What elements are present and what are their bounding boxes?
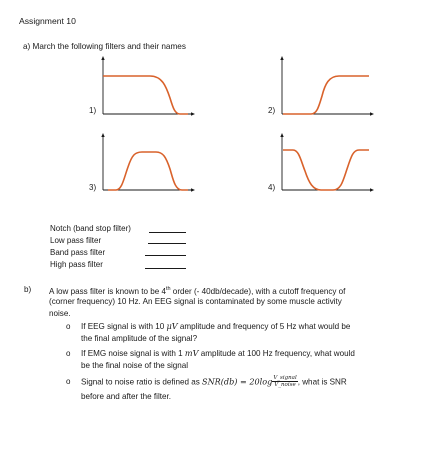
snr-numerator: V_signal xyxy=(273,375,297,381)
sub-question-1-line-2: the final amplitude of the signal? xyxy=(81,334,198,343)
sub-question-3-line-2: before and after the filter. xyxy=(81,392,171,401)
answer-blank-band-pass[interactable] xyxy=(145,255,186,256)
plot-label-1: 1) xyxy=(89,106,97,115)
assignment-title: Assignment 10 xyxy=(19,16,76,26)
sq2-unit: mV xyxy=(184,348,199,358)
sub-question-2 xyxy=(81,348,355,360)
sq2-post: amplitude at 100 Hz frequency, what would xyxy=(198,349,355,358)
filter-plot-4 xyxy=(279,133,374,193)
sq3-post: , what is SNR xyxy=(297,377,347,387)
sq1-post: amplitude and frequency of 5 Hz what would be xyxy=(177,322,351,331)
question-b-label: b) xyxy=(24,285,32,294)
filter-name-notch: Notch (band stop filter) xyxy=(50,224,131,233)
filter-name-high-pass: High pass filter xyxy=(50,260,103,269)
answer-blank-high-pass[interactable] xyxy=(145,268,186,269)
filter-name-band-pass: Band pass filter xyxy=(50,248,106,257)
snr-formula: SNR(db) = 20log xyxy=(202,376,273,387)
q-b-line1-rest: order (- 40db/decade), with a cutoff frequency of xyxy=(170,287,346,296)
sub-question-3 xyxy=(81,376,347,389)
sub-question-2-line-2: be the final noise of the signal xyxy=(81,361,189,370)
plot-label-4: 4) xyxy=(268,183,276,192)
bullet-marker-1: o xyxy=(66,322,71,331)
filter-name-low-pass: Low pass filter xyxy=(50,236,102,245)
snr-denominator: V_noise xyxy=(274,382,296,388)
filter-plot-2 xyxy=(279,56,374,118)
plot-label-3: 3) xyxy=(89,183,97,192)
q-b-line1-text: A low pass filter is known to be 4 xyxy=(49,287,166,296)
sq3-pre: Signal to noise ratio is defined as xyxy=(81,377,203,387)
plot-label-2: 2) xyxy=(268,106,276,115)
snr-fraction xyxy=(272,375,297,388)
answer-blank-notch[interactable] xyxy=(149,232,186,233)
sub-question-1 xyxy=(81,321,350,333)
ordinal-suffix: th xyxy=(165,286,171,292)
sq2-pre: If EMG noise signal is with 1 xyxy=(81,349,185,358)
filter-plot-3 xyxy=(100,133,195,193)
question-a-prompt: a) March the following filters and their names xyxy=(23,42,186,51)
filter-plot-1 xyxy=(100,56,195,118)
bullet-marker-3: o xyxy=(66,377,71,386)
question-b-line-3: noise. xyxy=(49,309,71,318)
question-b-line-2: (corner frequency) 10 Hz. An EEG signal is contaminated by some muscle activity xyxy=(49,297,342,306)
sq1-unit: μV xyxy=(166,321,178,331)
bullet-marker-2: o xyxy=(66,349,71,358)
sq1-pre: If EEG signal is with 10 xyxy=(81,322,167,331)
answer-blank-low-pass[interactable] xyxy=(148,243,186,244)
